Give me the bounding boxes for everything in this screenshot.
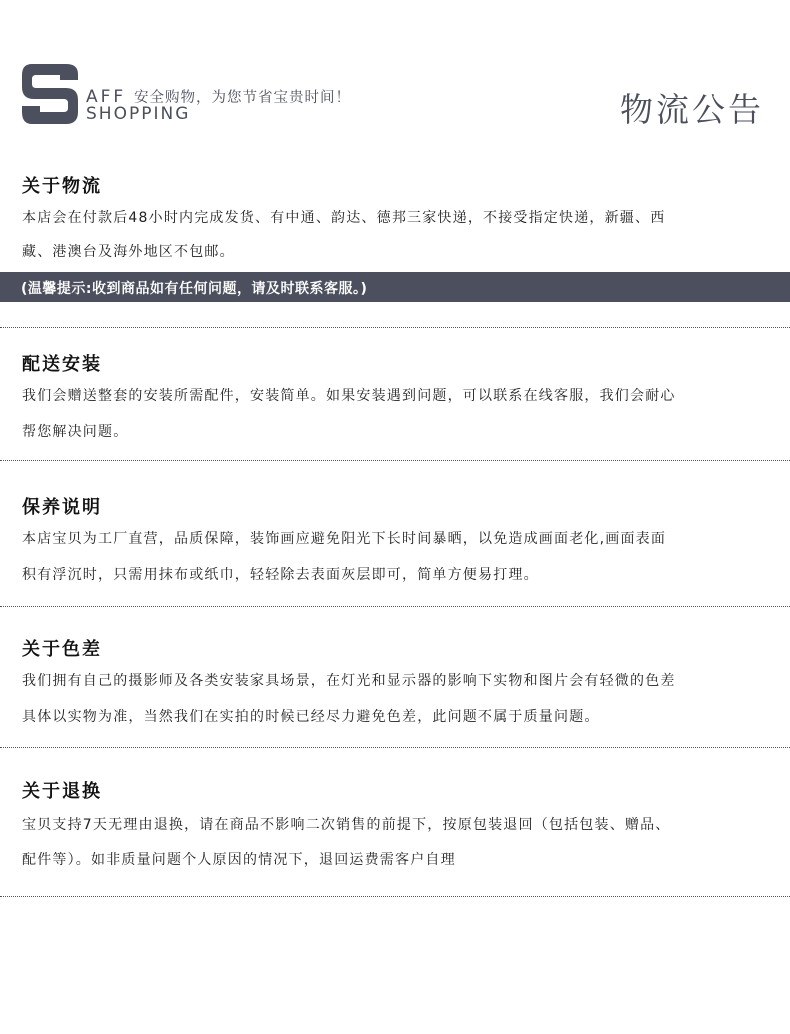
section-title-delivery-install: 配送安装 — [22, 354, 102, 375]
section-text-line: 配件等）。如非质量问题个人原因的情况下，退回运费需客户自理 — [22, 852, 456, 868]
section-text-line: 我们会赠送整套的安装所需配件，安装简单。如果安装遇到问题，可以联系在线客服，我们会耐心 — [22, 388, 676, 404]
divider — [0, 327, 790, 328]
section-text-line: 宝贝支持7天无理由退换，请在商品不影响二次销售的前提下，按原包装退回（包括包装、赠品、 — [22, 817, 671, 833]
section-text-line: 本店宝贝为工厂直营，品质保障，装饰画应避免阳光下长时间暴晒，以免造成画面老化,画面表面 — [22, 531, 667, 547]
section-text-line: 我们拥有自己的摄影师及各类安装家具场景，在灯光和显示器的影响下实物和图片会有轻微的色差 — [22, 673, 676, 689]
section-text-line: 积有浮沉时，只需用抹布或纸巾，轻轻除去表面灰层即可，简单方便易打理。 — [22, 567, 539, 583]
header — [0, 0, 790, 150]
page-title: 物流公告 — [620, 90, 764, 129]
section-text-line: 本店会在付款后48小时内完成发货、有中通、韵达、德邦三家快递，不接受指定快递，新疆、西 — [22, 210, 666, 226]
logo-s-icon — [20, 60, 80, 126]
section-title-color-difference: 关于色差 — [22, 639, 102, 660]
divider — [0, 747, 790, 748]
notice-text: (温馨提示:收到商品如有任何问题，请及时联系客服。) — [21, 281, 368, 297]
logo-text-bottom: SHOPPING — [86, 104, 191, 124]
section-text-line: 具体以实物为准，当然我们在实拍的时候已经尽力避免色差，此问题不属于质量问题。 — [22, 709, 600, 725]
section-title-returns: 关于退换 — [22, 781, 102, 802]
slogan: 安全购物，为您节省宝贵时间！ — [134, 90, 351, 106]
section-title-maintenance: 保养说明 — [22, 497, 102, 518]
divider — [0, 606, 790, 607]
section-text-line: 藏、港澳台及海外地区不包邮。 — [22, 244, 235, 260]
section-text-line: 帮您解决问题。 — [22, 424, 129, 440]
logo-text-top: AFF — [86, 87, 127, 107]
section-title-logistics: 关于物流 — [22, 176, 102, 197]
divider — [0, 460, 790, 461]
divider — [0, 896, 790, 897]
notice-banner — [0, 272, 790, 302]
